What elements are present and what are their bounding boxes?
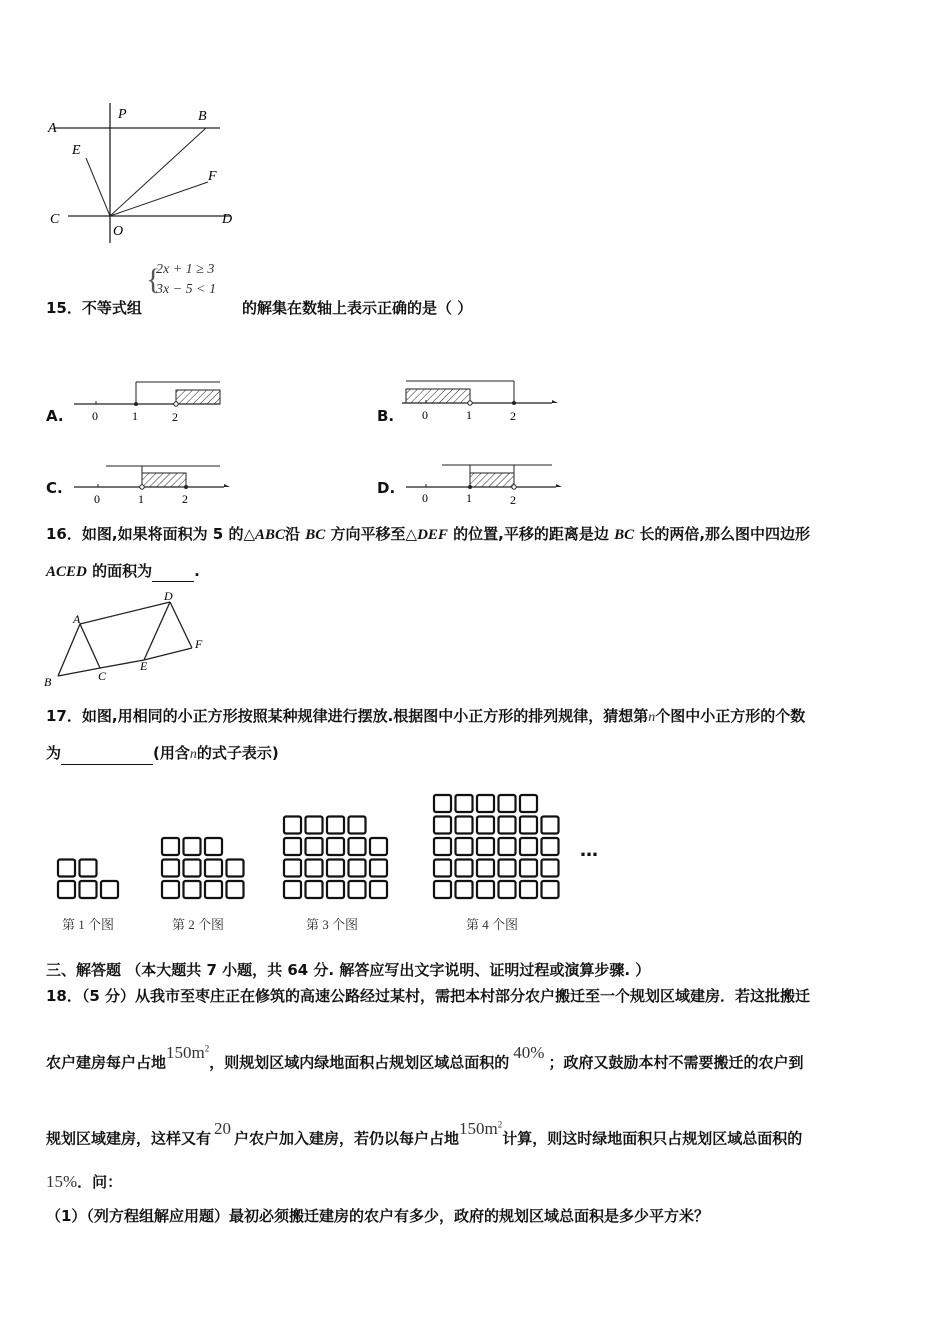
label-E: E bbox=[72, 143, 81, 158]
small-square-fig3 bbox=[370, 838, 387, 855]
translation-figure bbox=[40, 588, 210, 690]
square-pattern-figures bbox=[50, 788, 610, 928]
q18-line3: 规划区域建房，这样又有20户农户加入建房，若仍以每户占地$150m^2$计算，则这时绿地面积只占规划区域总面积的 bbox=[46, 1118, 803, 1148]
brace-icon: { bbox=[146, 263, 161, 296]
svg-text:0: 0 bbox=[94, 492, 100, 506]
option-A-label[interactable]: A. bbox=[46, 407, 64, 425]
svg-text:A: A bbox=[73, 612, 81, 626]
small-square-fig3 bbox=[306, 838, 323, 855]
inequality-1: 2x + 1 ≥ 3 bbox=[156, 262, 215, 277]
label-P: P bbox=[118, 107, 127, 122]
small-square-fig4 bbox=[477, 838, 494, 855]
small-square-fig2 bbox=[184, 838, 201, 855]
percent-40: 40% bbox=[513, 1042, 545, 1062]
small-square-fig4 bbox=[520, 881, 537, 898]
svg-text:D: D bbox=[164, 589, 173, 603]
small-square-fig4 bbox=[542, 838, 559, 855]
small-square-fig4 bbox=[499, 838, 516, 855]
answer-blank-16[interactable] bbox=[152, 563, 194, 582]
svg-text:2: 2 bbox=[510, 409, 516, 423]
label-B: B bbox=[198, 109, 207, 124]
q16-line1: 16．如图,如果将面积为 5 的△ABC沿 BC 方向平移至△DEF 的位置,平移的距离是边 BC 长的两倍,那么图中四边形 bbox=[46, 525, 811, 543]
small-square-fig1 bbox=[58, 881, 75, 898]
small-square-fig3 bbox=[306, 860, 323, 877]
small-square-fig3 bbox=[349, 838, 366, 855]
svg-text:2: 2 bbox=[172, 410, 178, 424]
small-square-fig3 bbox=[284, 838, 301, 855]
option-C-label[interactable]: C. bbox=[46, 479, 63, 497]
q18-line2: 农户建房每户占地$150m^2$，则规划区域内绿地面积占规划区域总面积的40%；政府又鼓励本村不需要搬迁的农户到 bbox=[46, 1042, 804, 1072]
svg-text:1: 1 bbox=[466, 408, 472, 422]
label-A: A bbox=[48, 121, 57, 136]
small-square-fig4 bbox=[434, 860, 451, 877]
label-F: F bbox=[208, 169, 217, 184]
q18-subquestion-1: （1）（列方程组解应用题）最初必须搬迁建房的农户有多少，政府的规划区域总面积是多少平方米？ bbox=[46, 1207, 709, 1225]
svg-text:0: 0 bbox=[92, 409, 98, 423]
small-square-fig2 bbox=[184, 881, 201, 898]
small-square-fig2 bbox=[162, 881, 179, 898]
number-line-A[interactable] bbox=[70, 378, 222, 424]
svg-text:E: E bbox=[140, 659, 148, 673]
small-square-fig4 bbox=[542, 860, 559, 877]
small-square-fig2 bbox=[162, 838, 179, 855]
q15-number: 15． bbox=[46, 299, 82, 317]
small-square-fig4 bbox=[477, 817, 494, 834]
small-square-fig4 bbox=[520, 838, 537, 855]
small-square-fig3 bbox=[370, 881, 387, 898]
small-square-fig3 bbox=[284, 860, 301, 877]
small-square-fig4 bbox=[477, 860, 494, 877]
q17-line2: 为 (用含n的式子表示) bbox=[46, 743, 279, 765]
small-square-fig2 bbox=[205, 838, 222, 855]
small-square-fig4 bbox=[520, 860, 537, 877]
small-square-fig3 bbox=[327, 838, 344, 855]
small-square-fig4 bbox=[520, 795, 537, 812]
percent-15: 15% bbox=[46, 1172, 78, 1191]
number-line-C[interactable] bbox=[70, 460, 232, 508]
q15-stem bbox=[46, 298, 142, 318]
svg-text:1: 1 bbox=[132, 409, 138, 423]
small-square-fig3 bbox=[327, 860, 344, 877]
small-square-fig3 bbox=[306, 817, 323, 834]
label-O: O bbox=[113, 224, 124, 239]
small-square-fig3 bbox=[349, 881, 366, 898]
small-square-fig4 bbox=[542, 817, 559, 834]
small-square-fig4 bbox=[499, 881, 516, 898]
label-D: D bbox=[222, 212, 233, 227]
small-square-fig3 bbox=[327, 817, 344, 834]
small-square-fig2 bbox=[205, 881, 222, 898]
small-square-fig4 bbox=[434, 817, 451, 834]
small-square-fig4 bbox=[456, 817, 473, 834]
small-square-fig3 bbox=[349, 817, 366, 834]
small-square-fig4 bbox=[456, 795, 473, 812]
option-B-label[interactable]: B. bbox=[377, 407, 395, 425]
small-square-fig3 bbox=[327, 881, 344, 898]
small-square-fig2 bbox=[227, 860, 244, 877]
svg-text:2: 2 bbox=[182, 492, 188, 506]
area-value-1: 150m bbox=[166, 1042, 205, 1062]
small-square-fig3 bbox=[284, 817, 301, 834]
q17-line1: 17．如图,用相同的小正方形按照某种规律进行摆放.根据图中小正方形的排列规律，猜想第n个图中小正方形的个数 bbox=[46, 707, 806, 725]
small-square-fig4 bbox=[520, 817, 537, 834]
small-square-fig3 bbox=[306, 881, 323, 898]
q18-line4: 15%．问： bbox=[46, 1172, 123, 1191]
small-square-fig4 bbox=[542, 881, 559, 898]
number-line-B[interactable] bbox=[402, 376, 562, 424]
small-square-fig2 bbox=[227, 881, 244, 898]
small-square-fig4 bbox=[499, 817, 516, 834]
number-20: 20 bbox=[214, 1118, 232, 1138]
q15-system bbox=[146, 262, 238, 302]
q15-suffix: 的解集在数轴上表示正确的是（ ） bbox=[242, 299, 473, 317]
small-square-fig2 bbox=[205, 860, 222, 877]
option-D-label[interactable]: D. bbox=[377, 479, 396, 497]
small-square-fig1 bbox=[101, 881, 118, 898]
small-square-fig2 bbox=[162, 860, 179, 877]
svg-text:1: 1 bbox=[138, 492, 144, 506]
svg-text:B: B bbox=[44, 675, 52, 689]
ellipsis: … bbox=[580, 840, 598, 861]
small-square-fig4 bbox=[477, 795, 494, 812]
area-value-2: 150m bbox=[459, 1118, 498, 1138]
svg-text:C: C bbox=[98, 669, 107, 683]
svg-text:2: 2 bbox=[510, 493, 516, 507]
number-line-D[interactable] bbox=[402, 460, 564, 510]
small-square-fig2 bbox=[184, 860, 201, 877]
label-C: C bbox=[50, 212, 60, 227]
caption-fig-3: 第 3 个图 bbox=[306, 917, 359, 932]
caption-fig-2: 第 2 个图 bbox=[172, 917, 225, 932]
answer-blank-17[interactable] bbox=[61, 746, 153, 765]
q15-prefix: 不等式组 bbox=[81, 299, 142, 317]
svg-text:0: 0 bbox=[422, 408, 428, 422]
small-square-fig4 bbox=[499, 860, 516, 877]
small-square-fig1 bbox=[58, 860, 75, 877]
small-square-fig4 bbox=[434, 838, 451, 855]
small-square-fig3 bbox=[349, 860, 366, 877]
section-3-title: 三、解答题 （本大题共 7 小题，共 64 分. 解答应写出文字说明、证明过程或演算步骤. ） bbox=[46, 961, 651, 979]
geometry-figure-angles bbox=[40, 98, 250, 248]
svg-text:F: F bbox=[195, 637, 203, 651]
caption-fig-1: 第 1 个图 bbox=[62, 917, 115, 932]
small-square-fig1 bbox=[80, 881, 97, 898]
small-square-fig4 bbox=[499, 795, 516, 812]
q16-line2: ACED 的面积为 . bbox=[46, 562, 200, 580]
small-square-fig3 bbox=[370, 860, 387, 877]
small-square-fig1 bbox=[80, 860, 97, 877]
small-square-fig4 bbox=[456, 881, 473, 898]
small-square-fig4 bbox=[456, 838, 473, 855]
small-square-fig3 bbox=[284, 881, 301, 898]
svg-text:1: 1 bbox=[466, 491, 472, 505]
inequality-2: 3x − 5 < 1 bbox=[156, 282, 217, 297]
caption-fig-4: 第 4 个图 bbox=[466, 917, 519, 932]
small-square-fig4 bbox=[456, 860, 473, 877]
svg-text:0: 0 bbox=[422, 491, 428, 505]
small-square-fig4 bbox=[434, 795, 451, 812]
small-square-fig4 bbox=[434, 881, 451, 898]
small-square-fig4 bbox=[477, 881, 494, 898]
q18-line1: 18．（5 分）从我市至枣庄正在修筑的高速公路经过某村，需把本村部分农户搬迁至一个规划区域建房．若这批搬迁 bbox=[46, 987, 811, 1005]
